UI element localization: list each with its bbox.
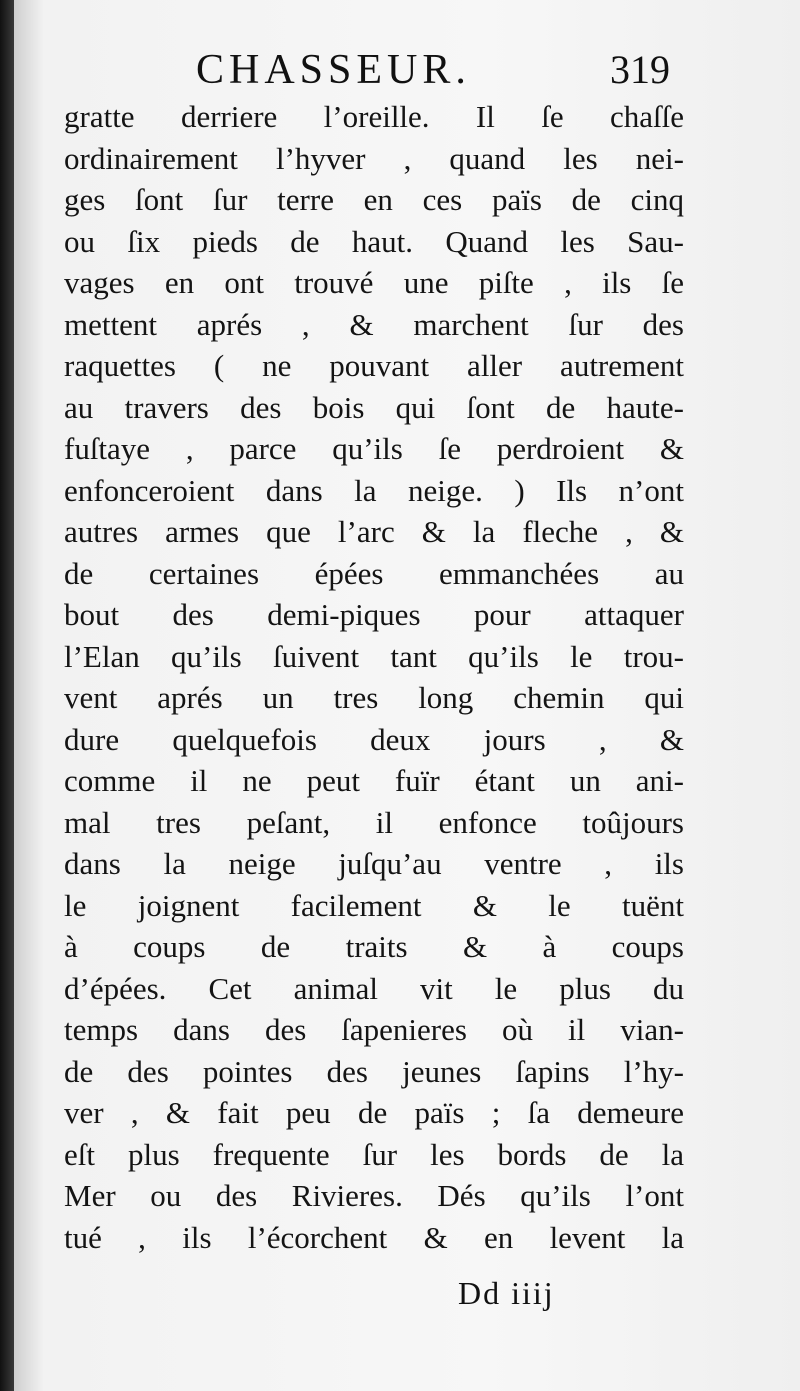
text-line: d’épées. Cet animal vit le plus du: [64, 970, 684, 1006]
text-line: au travers des bois qui ſont de haute-: [64, 389, 684, 425]
text-line: tué , ils l’écorchent & en levent la: [64, 1219, 684, 1255]
text-line: raquettes ( ne pouvant aller autrement: [64, 348, 684, 383]
running-title: CHASSEUR.: [196, 47, 471, 93]
book-page: [14, 0, 800, 1391]
text-line: comme il ne peut fuïr étant un ani-: [64, 763, 684, 798]
text-line: bout des demi-piques pour attaquer: [64, 597, 684, 632]
text-line: de des pointes des jeunes ſapins l’hy-: [64, 1053, 684, 1089]
text-line: dure quelquefois deux jours , &: [64, 721, 684, 757]
text-line: dans la neige juſqu’au ventre , ils: [64, 846, 684, 881]
signature-mark: Dd iiij: [458, 1275, 555, 1311]
body-text: [64, 96, 684, 1258]
page-gutter-shadow: [0, 0, 14, 1391]
text-line: l’Elan qu’ils ſuivent tant qu’ils le trou-: [64, 638, 684, 674]
text-line: ou ſix pieds de haut. Quand les Sau-: [64, 223, 684, 259]
text-line: mettent aprés , & marchent ſur des: [64, 306, 684, 342]
text-line: fuſtaye , parce qu’ils ſe perdroient &: [64, 431, 684, 466]
text-line: Mer ou des Rivieres. Dés qu’ils l’ont: [64, 1178, 684, 1213]
text-line: à coups de traits & à coups: [64, 929, 684, 964]
text-line: de certaines épées emmanchées au: [64, 555, 684, 591]
text-line: temps dans des ſapenieres où il vian-: [64, 1012, 684, 1047]
text-line: enfonceroient dans la neige. ) Ils n’ont: [64, 472, 684, 508]
text-line: ver , & fait peu de païs ; ſa demeure: [64, 1095, 684, 1130]
text-line: le joignent facilement & le tuënt: [64, 887, 684, 923]
text-line: ges ſont ſur terre en ces païs de cinq: [64, 182, 684, 217]
text-line: vent aprés un tres long chemin qui: [64, 680, 684, 715]
text-line: gratte derriere l’oreille. Il ſe chaſſe: [64, 99, 684, 134]
text-line: vages en ont trouvé une piſte , ils ſe: [64, 265, 684, 300]
text-line: autres armes que l’arc & la fleche , &: [64, 514, 684, 549]
text-line: eſt plus frequente ſur les bords de la: [64, 1136, 684, 1172]
page-header: [64, 40, 684, 100]
text-line: mal tres peſant, il enfonce toûjours: [64, 804, 684, 840]
text-line: ordinairement l’hyver , quand les nei-: [64, 140, 684, 176]
page-number: 319: [610, 47, 670, 92]
